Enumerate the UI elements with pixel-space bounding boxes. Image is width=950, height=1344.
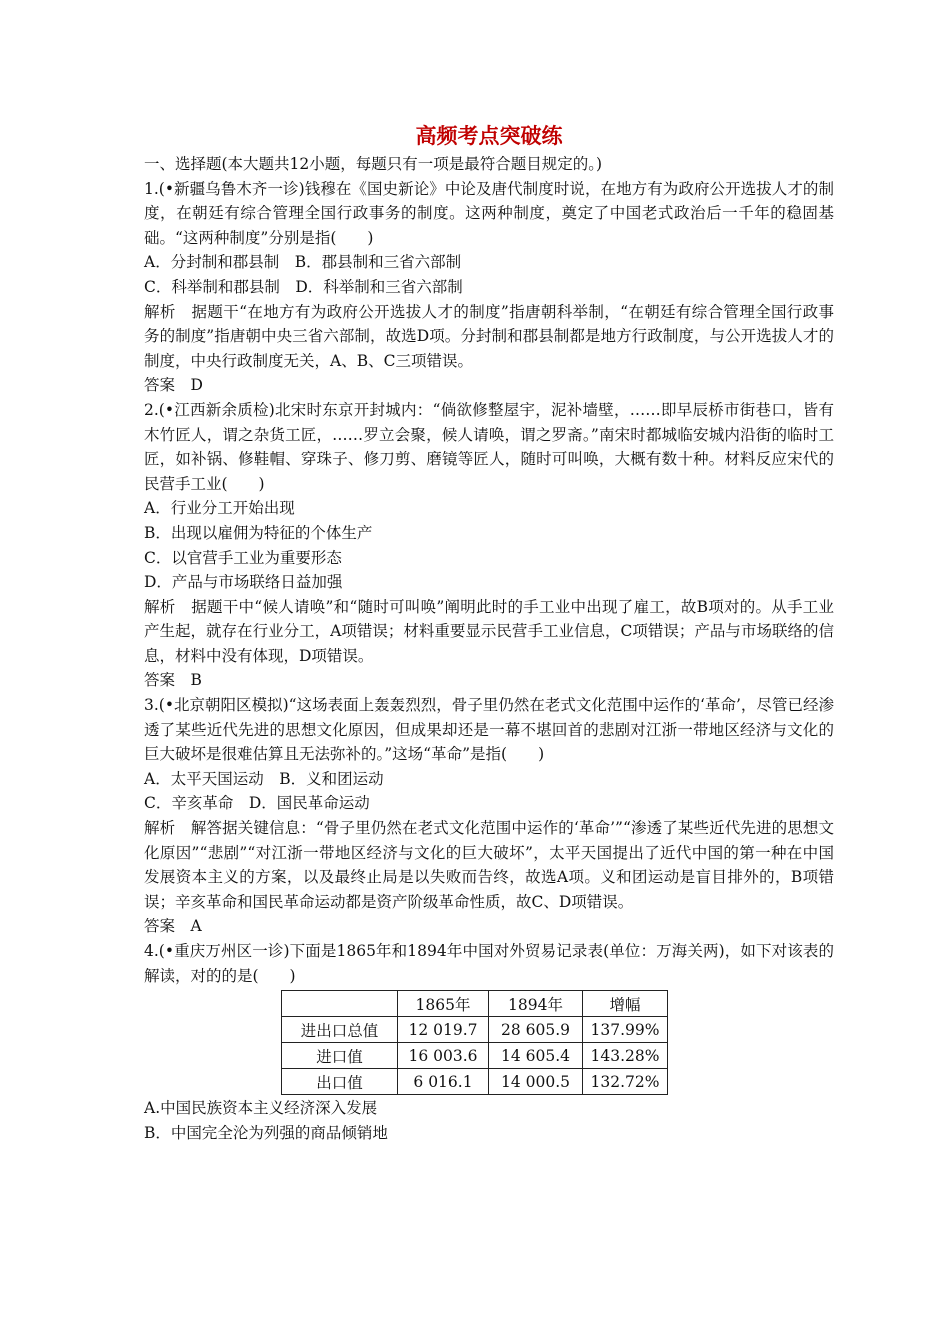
table-cell: 14 000.5 (489, 1069, 583, 1095)
question-3-options-ab: A．太平天国运动 B．义和团运动 (144, 769, 384, 788)
table-header-cell (282, 991, 398, 1017)
question-3-options-cd: C．辛亥革命 D．国民革命运动 (144, 794, 370, 813)
question-2-answer: 答案 B (144, 671, 202, 690)
question-4-option-a: A.中国民族资本主义经济深入发展 (144, 1099, 378, 1118)
table-cell: 132.72% (583, 1069, 668, 1095)
question-3 (144, 693, 834, 939)
table-row (282, 1069, 668, 1095)
table-header-cell: 增幅 (583, 991, 668, 1017)
section-header: 一、选择题(本大题共12小题，每题只有一项是最符合题目规定的。) (144, 155, 603, 173)
question-2-option-a: A．行业分工开始出现 (144, 499, 295, 518)
table-cell: 143.28% (583, 1043, 668, 1069)
table-cell: 进出口总值 (282, 1017, 398, 1043)
table-cell: 出口值 (282, 1069, 398, 1095)
page-title: 高频考点突破练 (415, 124, 563, 148)
question-2-analysis: 解析 据题干中“候人请唤”和“随时可叫唤”阐明此时的手工业中出现了雇工，故B项对的。从手工业产生起，就存在行业分工，A项错误；材料重要显示民营手工业信息，C项错误；产品与市场联络的信息，材料中没有体现，D项错误。 (144, 597, 834, 665)
question-3-answer: 答案 A (144, 917, 202, 936)
question-1-answer: 答案 D (144, 376, 203, 395)
trade-record-table (281, 990, 668, 1095)
question-2-option-c: C．以官营手工业为重要形态 (144, 548, 342, 567)
table-cell: 28 605.9 (489, 1017, 583, 1043)
table-cell: 12 019.7 (398, 1017, 489, 1043)
question-1 (144, 177, 834, 398)
table-row (282, 1043, 668, 1069)
table-header-row (282, 991, 668, 1017)
question-4 (144, 939, 834, 1145)
question-4-option-b: B．中国完全沦为列强的商品倾销地 (144, 1123, 388, 1142)
table-header-cell: 1894年 (489, 991, 583, 1017)
question-1-options-cd: C．科举制和郡县制 D．科举制和三省六部制 (144, 277, 463, 296)
table-cell: 16 003.6 (398, 1043, 489, 1069)
question-2-option-d: D．产品与市场联络日益加强 (144, 573, 343, 592)
question-1-analysis: 解析 据题干“在地方有为政府公开选拔人才的制度”指唐朝科举制，“在朝廷有综合管理全国行政事务的制度”指唐朝中央三省六部制，故选D项。分封制和郡县制都是地方行政制度，与公开选拔人才的制度，中央行政制度无关，A、B、C三项错误。 (144, 302, 834, 370)
table-row (282, 1017, 668, 1043)
question-2-option-b: B．出现以雇佣为特征的个体生产 (144, 523, 373, 542)
table-cell: 14 605.4 (489, 1043, 583, 1069)
table-cell: 6 016.1 (398, 1069, 489, 1095)
table-cell: 137.99% (583, 1017, 668, 1043)
document-page (144, 120, 834, 1145)
table-header-cell: 1865年 (398, 991, 489, 1017)
question-3-stem: 3.(•北京朝阳区模拟)“这场表面上轰轰烈烈，骨子里仍然在老式文化范围中运作的‘革命’，尽管已经渗透了某些近代先进的思想文化原因，但成果却还是一幕不堪回首的悲剧对江浙一带地区经济与文化的巨大破坏是很难估算且无法弥补的。”这场“革命”是指( ) (144, 696, 834, 764)
question-2-stem: 2.(•江西新余质检)北宋时东京开封城内：“倘欲修整屋宇，泥补墙壁，……即早辰桥市街巷口，皆有木竹匠人，谓之杂货工匠，……罗立会聚，候人请唤，谓之罗斋。”南宋时都城临安城内沿街的临时工匠，如补锅、修鞋帽、穿珠子、修刀剪、磨镜等匠人，随时可叫唤，大概有数十种。材料反应宋代的民营手工业( ) (144, 400, 834, 493)
question-3-analysis: 解析 解答据关键信息：“骨子里仍然在老式文化范围中运作的‘革命’”“渗透了某些近代先进的思想文化原因”“悲剧”“对江浙一带地区经济与文化的巨大破坏”，太平天国提出了近代中国的第一种在中国发展资本主义的方案，以及最终止局是以失败而告终，故选A项。义和团运动是盲目排外的，B项错误；辛亥革命和国民革命运动都是资产阶级革命性质，故C、D项错误。 (144, 819, 834, 911)
question-2 (144, 398, 834, 693)
question-1-options-ab: A．分封制和郡县制 B．郡县制和三省六部制 (144, 253, 462, 272)
question-4-stem: 4.(•重庆万州区一诊)下面是1865年和1894年中国对外贸易记录表(单位：万海关两)，如下对该表的解读，对的的是( ) (144, 942, 834, 985)
table-cell: 进口值 (282, 1043, 398, 1069)
question-1-stem: 1.(•新疆乌鲁木齐一诊)钱穆在《国史新论》中论及唐代制度时说，在地方有为政府公开选拔人才的制度，在朝廷有综合管理全国行政事务的制度。这两种制度，奠定了中国老式政治后一千年的稳固基础。“这两种制度”分别是指( ) (144, 179, 834, 247)
